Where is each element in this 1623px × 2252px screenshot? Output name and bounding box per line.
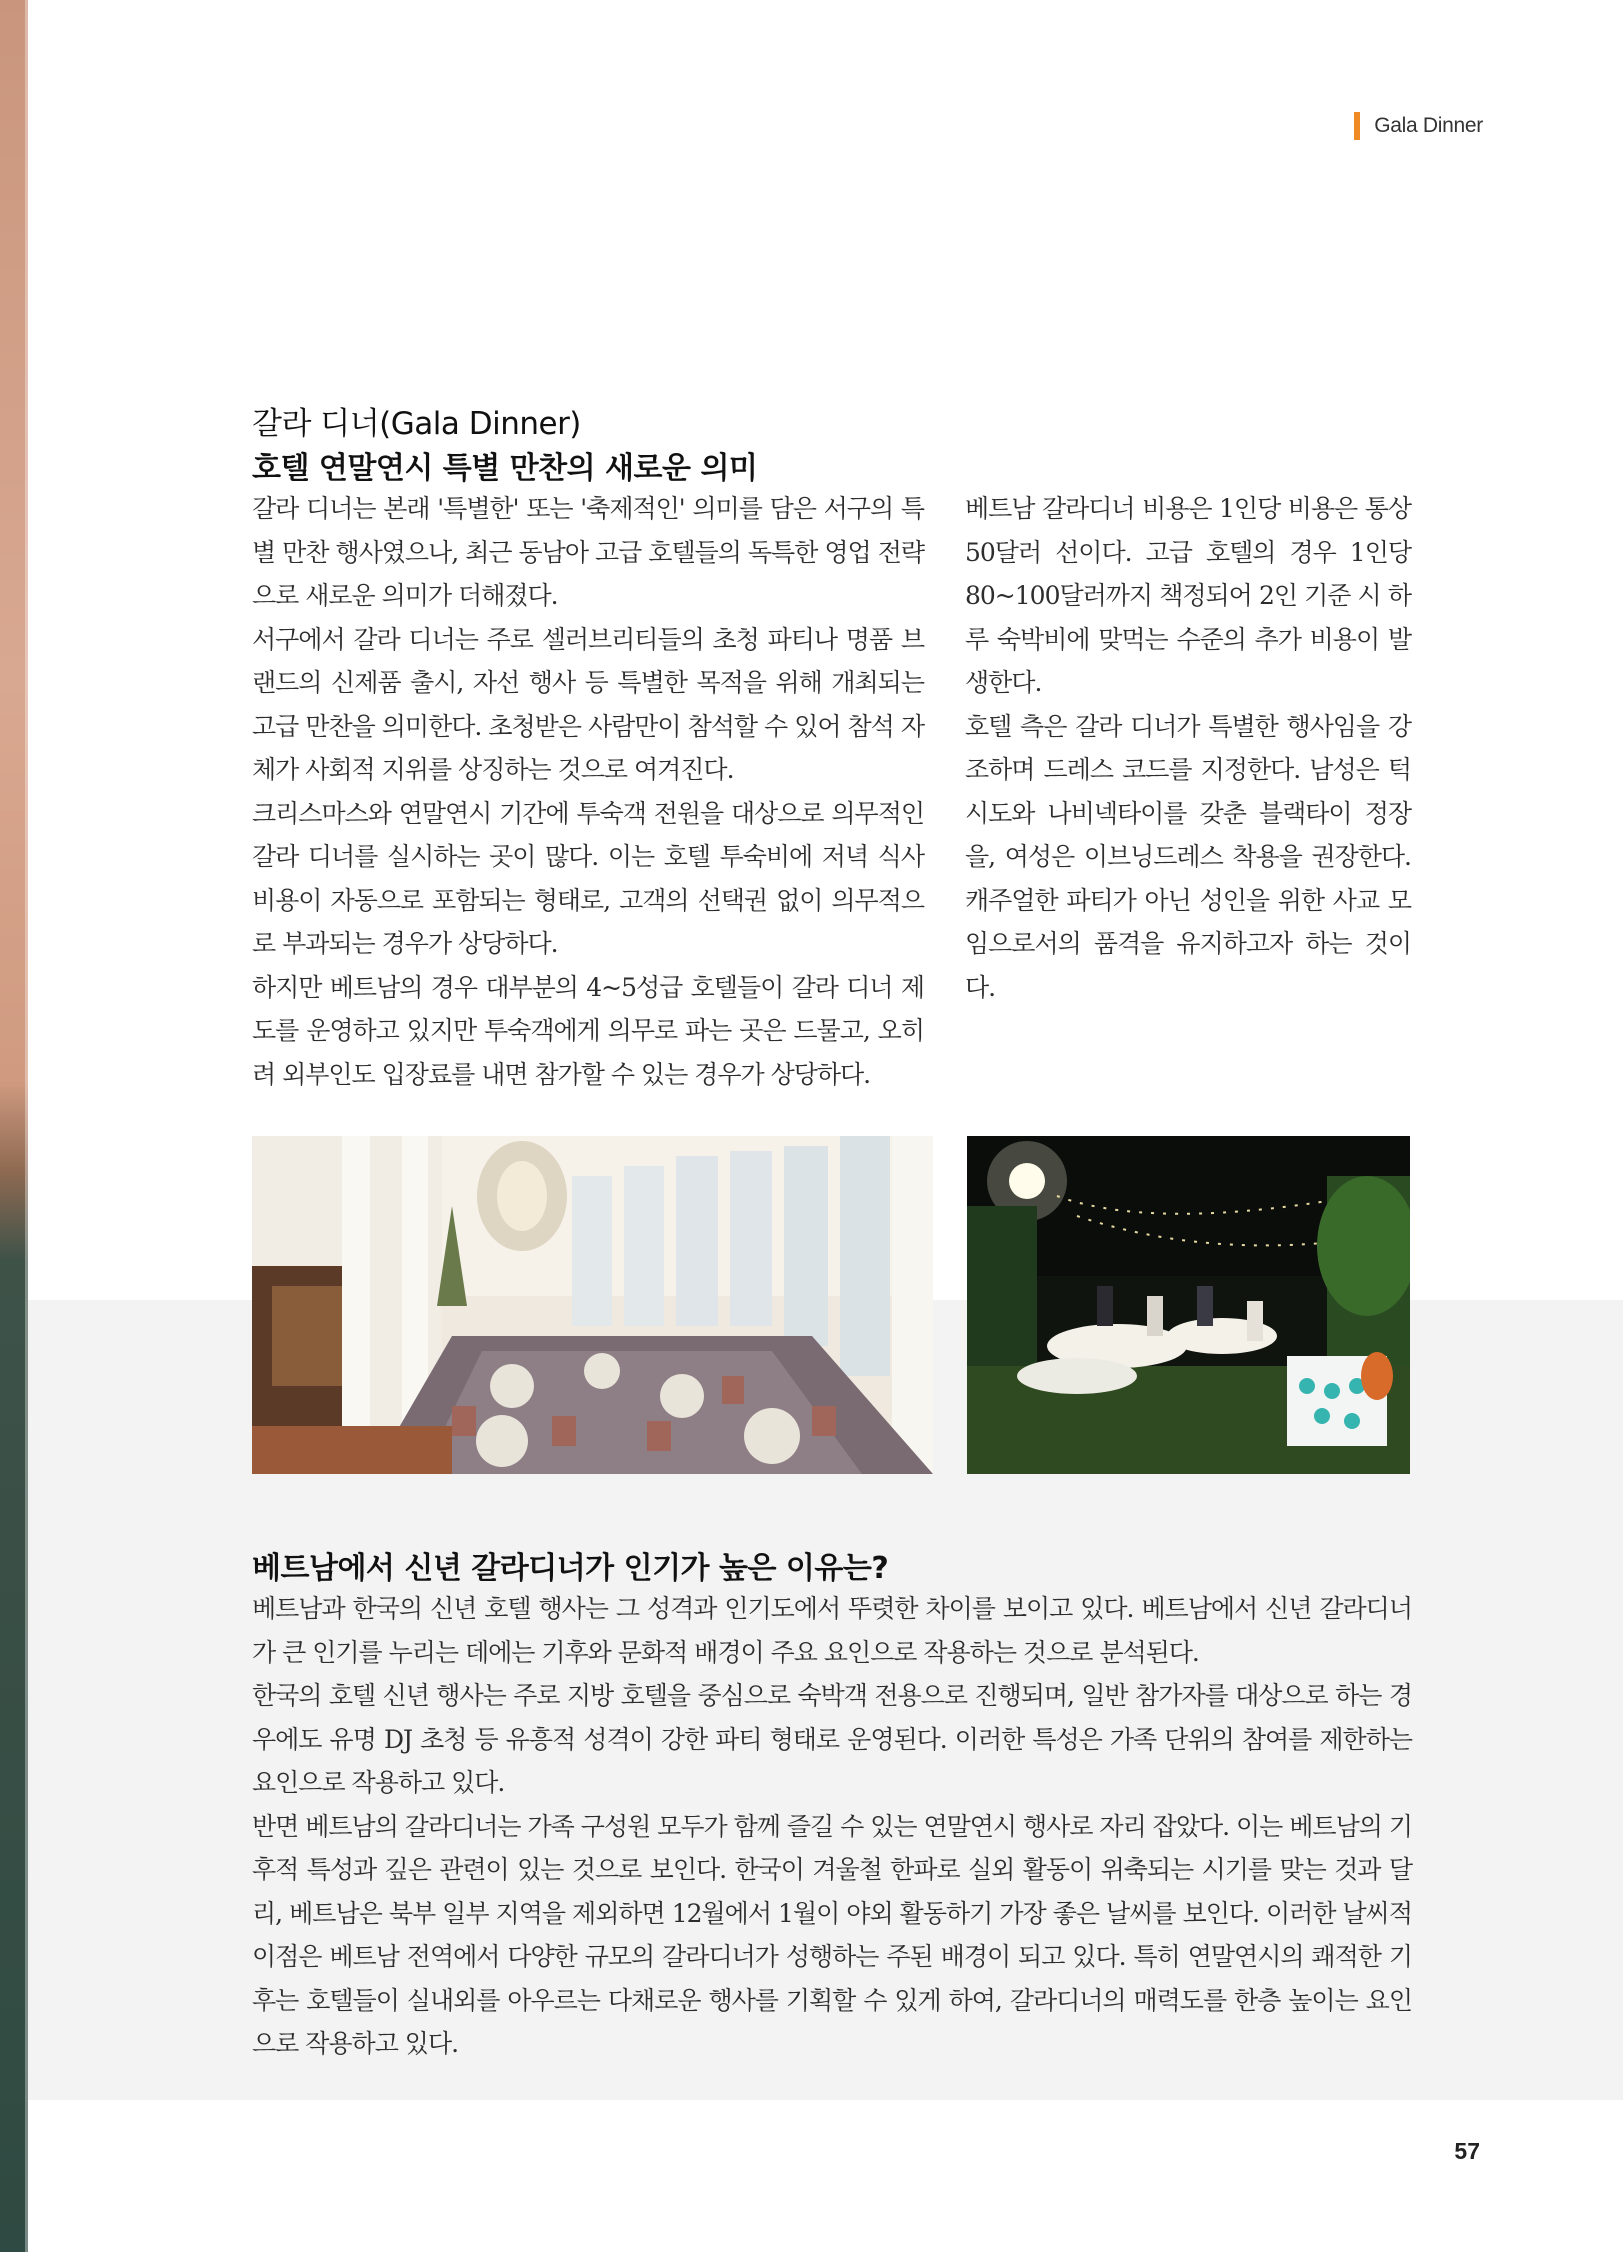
running-header: [1354, 112, 1483, 140]
header-accent-bar: [1354, 112, 1360, 140]
paragraph: 서구에서 갈라 디너는 주로 셀러브리티들의 초청 파티나 명품 브랜드의 신제품 출시, 자선 행사 등 특별한 목적을 위해 개최되는 고급 만찬을 의미한다. 초청받은 사람만이 참석할 수 있어 참석 자체가 사회적 지위를 상징하는 것으로 여겨진다.: [252, 624, 924, 784]
hotel-ballroom-photo: [252, 1136, 933, 1474]
section-label: Gala Dinner: [1374, 114, 1483, 137]
left-text-column: [252, 487, 924, 1096]
bottom-text-block: [252, 1587, 1412, 2066]
paragraph: 한국의 호텔 신년 행사는 주로 지방 호텔을 중심으로 숙박객 전용으로 진행되며, 일반 참가자를 대상으로 하는 경우에도 유명 DJ 초청 등 유흥적 성격이 강한 파티 형태로 운영된다. 이러한 특성은 가족 단위의 참여를 제한하는 요인으로 작용하고 있다.: [252, 1681, 1412, 1797]
paragraph: 하지만 베트남의 경우 대부분의 4~5성급 호텔들이 갈라 디너 제도를 운영하고 있지만 투숙객에게 의무로 파는 곳은 드물고, 오히려 외부인도 입장료를 내면 참가할 수 있는 경우가 상당하다.: [252, 972, 924, 1089]
paragraph: 베트남과 한국의 신년 호텔 행사는 그 성격과 인기도에서 뚜렷한 차이를 보이고 있다. 베트남에서 신년 갈라디너가 큰 인기를 누리는 데에는 기후와 문화적 배경이 주요 요인으로 작용하는 것으로 분석된다.: [252, 1594, 1412, 1667]
article-subtitle: 호텔 연말연시 특별 만찬의 새로운 의미: [252, 451, 758, 486]
paragraph: 반면 베트남의 갈라디너는 가족 구성원 모두가 함께 즐길 수 있는 연말연시 행사로 자리 잡았다. 이는 베트남의 기후적 특성과 깊은 관련이 있는 것으로 보인다. 한국이 겨울철 한파로 실외 활동이 위축되는 시기를 맞는 것과 달리, 베트남은 북부 일부 지역을 제외하면 12월에서 1월이 야외 활동하기 가장 좋은 날씨를 보인다. 이러한 날씨적 이점은 베트남 전역에서 다양한 규모의 갈라디너가 성행하는 주된 배경이 되고 있다. 특히 연말연시의 쾌적한 기후는 호텔들이 실내외를 아우르는 다채로운 행사를 기획할 수 있게 하여, 갈라디너의 매력도를 한층 높이는 요인으로 작용하고 있다.: [252, 1811, 1412, 2058]
paragraph: 갈라 디너는 본래 '특별한' 또는 '축제적인' 의미를 담은 서구의 특별 만찬 행사였으나, 최근 동남아 고급 호텔들의 독특한 영업 전략으로 새로운 의미가 더해졌다.: [252, 494, 924, 610]
page-number: 57: [1454, 2138, 1480, 2164]
article-title: 갈라 디너(Gala Dinner): [252, 406, 581, 442]
page-edge-spine: [0, 0, 28, 2252]
outdoor-gala-dinner-photo: [967, 1136, 1410, 1474]
paragraph: 호텔 측은 갈라 디너가 특별한 행사임을 강조하며 드레스 코드를 지정한다. 남성은 턱시도와 나비넥타이를 갖춘 블랙타이 정장을, 여성은 이브닝드레스 착용을 권장한다. 캐주얼한 파티가 아닌 성인을 위한 사교 모임으로서의 품격을 유지하고자 하는 것이다.: [965, 711, 1411, 1002]
right-text-column: [965, 487, 1411, 1009]
paragraph: 크리스마스와 연말연시 기간에 투숙객 전원을 대상으로 의무적인 갈라 디너를 실시하는 곳이 많다. 이는 호텔 투숙비에 저녁 식사 비용이 자동으로 포함되는 형태로, 고객의 선택권 없이 의무적으로 부과되는 경우가 상당하다.: [252, 798, 924, 958]
section-heading: 베트남에서 신년 갈라디너가 인기가 높은 이유는?: [252, 1551, 889, 1586]
paragraph: 베트남 갈라디너 비용은 1인당 비용은 통상 50달러 선이다. 고급 호텔의 경우 1인당 80~100달러까지 책정되어 2인 기준 시 하루 숙박비에 맞먹는 수준의 추가 비용이 발생한다.: [965, 494, 1411, 697]
